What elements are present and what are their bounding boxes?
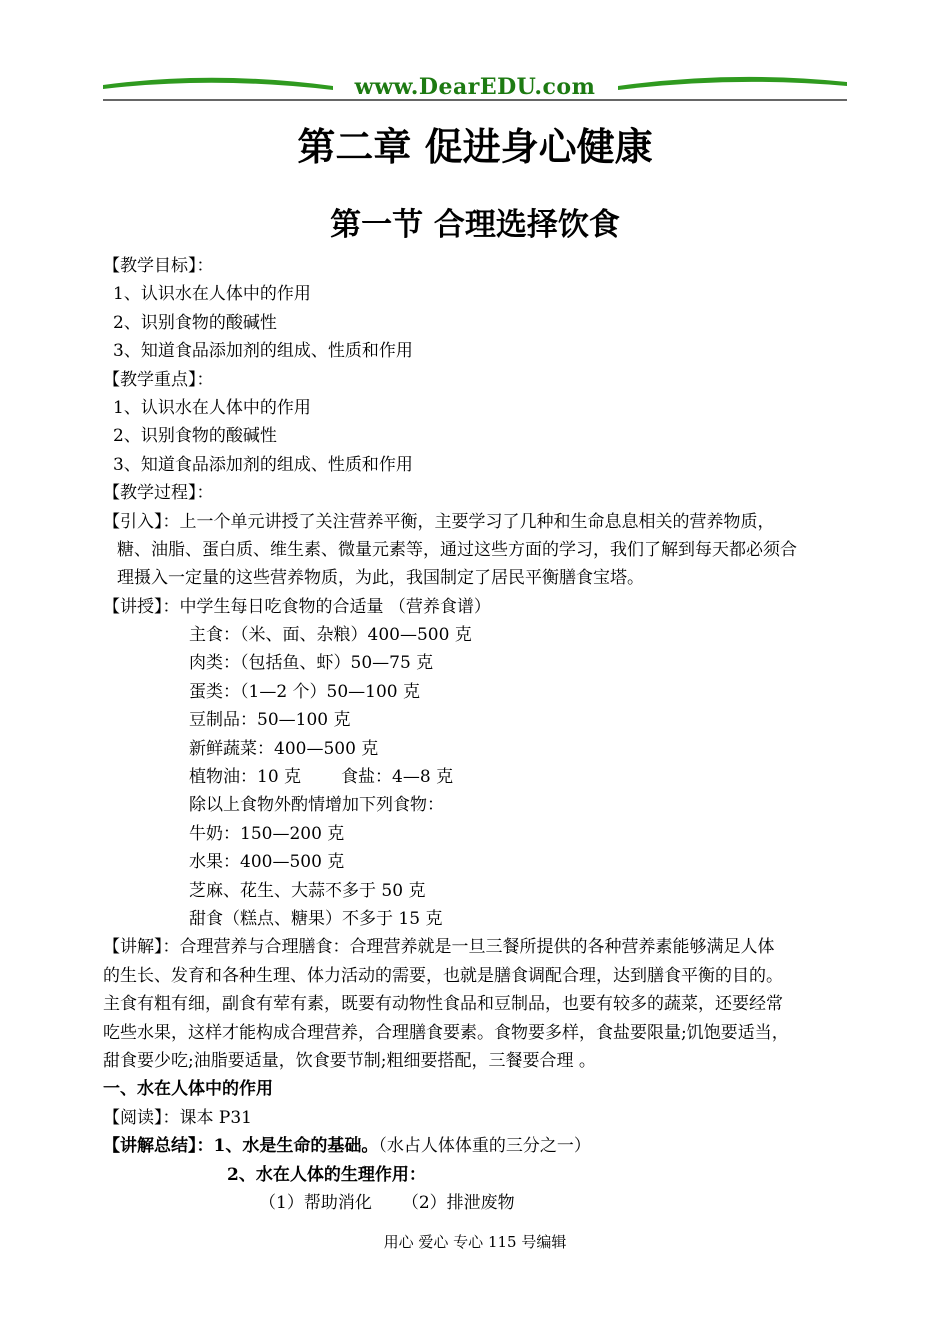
section-title: 第一节 合理选择饮食: [330, 207, 620, 243]
focus-heading: 【教学重点】：: [103, 369, 214, 390]
food-item: 主食：（米、面、杂粮）400—500 克: [189, 625, 472, 646]
explain-line: 主食有粗有细，副食有荤有素，既要有动物性食品和豆制品，也要有较多的蔬菜，还要经常: [103, 994, 783, 1015]
reading-label: 【阅读】：: [103, 1107, 180, 1128]
explain-line: 的生长、发育和各种生理、体力活动的需要，也就是膳食调配合理，达到膳食平衡的目的。: [103, 965, 783, 986]
summary-point: 2、水在人体的生理作用：: [227, 1164, 426, 1185]
focus-item: 1、认识水在人体中的作用: [113, 397, 311, 418]
intro-text: 上一个单元讲授了关注营养平衡，主要学习了几种和生命息息相关的营养物质，: [179, 511, 775, 532]
sub-points-line: [103, 1189, 853, 1217]
site-logo: www.DearEDU.com: [354, 74, 596, 100]
intro-line: 理摄入一定量的这些营养物质，为此，我国制定了居民平衡膳食宝塔。: [117, 568, 644, 589]
explain-text: 合理营养与合理膳食：合理营养就是一旦三餐所提供的各种营养素能够满足人体: [179, 937, 775, 958]
food-item: 蛋类：（1—2 个）50—100 克: [189, 681, 421, 702]
goals-heading: 【教学目标】：: [103, 256, 214, 276]
sub-point: （2）排泄废物: [401, 1192, 515, 1213]
page-footer: 用心 爱心 专心 115 号编辑: [383, 1233, 567, 1251]
explain-line: 吃些水果，这样才能构成合理营养，合理膳食要素。食物要多样，食盐要限量;饥饱要适当，: [103, 1022, 789, 1043]
explain-line: [103, 933, 853, 961]
oil-item: 植物油：10 克: [189, 767, 302, 788]
goal-item: 3、知道食品添加剂的组成、性质和作用: [113, 341, 413, 362]
summary-label: 【讲解总结】：: [103, 1136, 214, 1157]
lecture-label: 【讲授】：: [103, 596, 180, 617]
reading-text: 课本 P31: [179, 1107, 252, 1128]
lecture-text: 中学生每日吃食物的合适量 （营养食谱）: [179, 596, 491, 617]
food-item: 牛奶：150—200 克: [189, 823, 345, 844]
focus-item: 3、知道食品添加剂的组成、性质和作用: [113, 454, 413, 475]
food-item: 除以上食物外酌情增加下列食物：: [189, 795, 444, 816]
document-body: [103, 252, 853, 1217]
summary-note: （水占人体体重的三分之一）: [378, 1136, 591, 1157]
lecture-line: [103, 593, 853, 621]
food-item: 芝麻、花生、大蒜不多于 50 克: [189, 880, 426, 901]
food-item: 新鲜蔬菜：400—500 克: [189, 738, 379, 759]
explain-label: 【讲解】：: [103, 937, 180, 958]
food-item: 豆制品：50—100 克: [189, 710, 351, 731]
goal-item: 1、认识水在人体中的作用: [113, 284, 311, 305]
salt-item: 食盐：4—8 克: [341, 767, 454, 788]
focus-item: 2、识别食物的酸碱性: [113, 426, 277, 447]
intro-line: [103, 508, 853, 536]
goal-item: 2、识别食物的酸碱性: [113, 312, 277, 333]
sub-point: （1）帮助消化: [259, 1192, 372, 1213]
reading-line: [103, 1104, 853, 1132]
explain-line: 甜食要少吃;油脂要适量，饮食要节制;粗细要搭配，三餐要合理 。: [103, 1050, 596, 1071]
oil-salt-line: [103, 763, 853, 791]
intro-line: 糖、油脂、蛋白质、维生素、微量元素等，通过这些方面的学习，我们了解到每天都必须合: [117, 539, 797, 560]
food-item: 肉类：（包括鱼、虾）50—75 克: [189, 653, 434, 674]
summary-line: [103, 1132, 853, 1160]
chapter-title: 第二章 促进身心健康: [297, 125, 653, 169]
summary-point: 1、水是生命的基础。: [213, 1136, 379, 1157]
process-heading: 【教学过程】：: [103, 483, 214, 504]
section-heading: 一、水在人体中的作用: [103, 1079, 273, 1100]
food-item: 甜食（糕点、糖果）不多于 15 克: [189, 908, 443, 929]
intro-label: 【引入】：: [103, 511, 180, 532]
food-item: 水果：400—500 克: [189, 852, 345, 873]
